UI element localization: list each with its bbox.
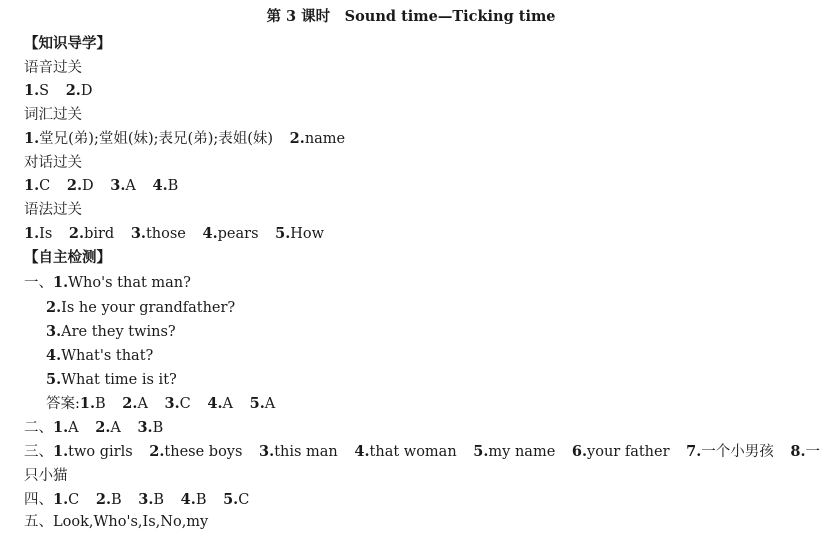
item-number: 4. xyxy=(354,443,370,460)
item-text: Is xyxy=(39,226,53,242)
dialogue-answers xyxy=(24,176,178,196)
item-number: 5. xyxy=(473,443,489,460)
item-number: 3. xyxy=(46,323,62,340)
item-text: pears xyxy=(217,226,259,242)
section-heading-selfcheck: 【自主检测】 xyxy=(24,249,111,266)
item-number: 1. xyxy=(53,274,69,291)
item-text: name xyxy=(304,131,346,147)
item-number: 3. xyxy=(164,395,180,412)
subheading-dialogue: 对话过关 xyxy=(24,155,82,171)
item-text: A xyxy=(110,420,121,436)
part-four-answers xyxy=(24,490,249,510)
item-text: 一个小男孩 xyxy=(701,444,774,460)
item-text: C xyxy=(179,396,191,412)
part-two-answers xyxy=(24,418,163,438)
item-number: 2. xyxy=(46,299,62,316)
item-number: 2. xyxy=(122,395,138,412)
part-three-continuation: 只小猫 xyxy=(24,468,68,484)
item-text: 一 xyxy=(805,444,821,460)
item-text: D xyxy=(82,178,94,194)
part-one-line-3 xyxy=(46,322,176,342)
item-text: S xyxy=(39,83,50,99)
item-number: 3. xyxy=(137,419,153,436)
section-heading-knowledge: 【知识导学】 xyxy=(24,35,111,52)
item-text: A xyxy=(68,420,79,436)
item-number: 6. xyxy=(571,443,588,460)
part-label: 一、 xyxy=(24,275,53,291)
part-label: 三、 xyxy=(24,444,53,460)
item-number: 4. xyxy=(46,347,62,364)
subheading-phonics: 语音过关 xyxy=(24,60,82,76)
part-one-line-1 xyxy=(24,273,191,293)
item-text: two girls xyxy=(68,444,133,460)
key-label: 答案: xyxy=(46,396,80,412)
page-title: 第 3 课时 Sound time—Ticking time xyxy=(266,8,556,25)
part-one-line-4 xyxy=(46,346,153,366)
item-number: 2. xyxy=(68,225,85,242)
item-text: What time is it? xyxy=(61,372,177,388)
item-text: your father xyxy=(587,444,670,460)
item-text: What's that? xyxy=(61,348,154,364)
item-number: 1. xyxy=(24,177,40,194)
item-number: 5. xyxy=(249,395,265,412)
item-number: 4. xyxy=(180,491,196,508)
item-text: How xyxy=(290,226,325,242)
item-number: 4. xyxy=(202,225,218,242)
item-number: 4. xyxy=(152,177,168,194)
grammar-answers xyxy=(24,224,324,244)
item-text: B xyxy=(153,492,165,508)
part-one-line-5 xyxy=(46,370,177,390)
item-text: A xyxy=(125,178,136,194)
item-text: this man xyxy=(274,444,338,460)
item-text: Who's that man? xyxy=(68,275,191,291)
item-number: 1. xyxy=(24,82,40,99)
item-number: 4. xyxy=(207,395,223,412)
vocabulary-answers xyxy=(24,129,345,149)
part-five-answers xyxy=(24,512,208,532)
part-one-line-2 xyxy=(46,298,235,318)
item-number: 1. xyxy=(53,491,69,508)
item-text: those xyxy=(145,226,186,242)
item-text: B xyxy=(152,420,164,436)
item-number: 1. xyxy=(24,130,40,147)
part-three-answers xyxy=(24,442,820,462)
item-number: 5. xyxy=(223,491,239,508)
item-text: Is he your grandfather? xyxy=(61,300,236,316)
item-text: C xyxy=(39,178,51,194)
item-number: 2. xyxy=(149,443,165,460)
item-text: Are they twins? xyxy=(61,324,176,340)
item-text: B xyxy=(95,396,106,412)
item-number: 3. xyxy=(138,491,154,508)
part-label: 四、 xyxy=(24,492,53,508)
part-label: 五、 xyxy=(24,514,53,530)
item-text: C xyxy=(68,492,80,508)
item-text: A xyxy=(222,396,234,412)
item-text: C xyxy=(238,492,250,508)
item-text: 堂兄(弟);堂姐(妹);表兄(弟);表姐(妹) xyxy=(39,131,274,147)
item-number: 8. xyxy=(790,443,806,460)
item-text: my name xyxy=(488,444,556,460)
item-text: B xyxy=(167,178,179,194)
subheading-vocabulary: 词汇过关 xyxy=(24,107,82,123)
item-number: 5. xyxy=(275,225,291,242)
item-text: A xyxy=(137,396,148,412)
item-number: 1. xyxy=(24,225,40,242)
item-text: B xyxy=(195,492,207,508)
item-number: 3. xyxy=(110,177,126,194)
phonics-answers xyxy=(24,81,92,101)
item-number: 1. xyxy=(53,443,69,460)
item-number: 3. xyxy=(130,225,146,242)
item-text: A xyxy=(264,396,276,412)
part-one-key xyxy=(46,394,275,414)
item-text: that woman xyxy=(369,444,457,460)
item-text: Look,Who's,Is,No,my xyxy=(53,514,209,530)
item-text: B xyxy=(111,492,122,508)
item-text: D xyxy=(80,83,93,99)
item-text: these boys xyxy=(164,444,243,460)
subheading-grammar: 语法过关 xyxy=(24,202,82,218)
item-number: 2. xyxy=(95,491,111,508)
item-number: 3. xyxy=(259,443,275,460)
item-number: 1. xyxy=(53,419,69,436)
item-number: 2. xyxy=(289,130,305,147)
item-number: 2. xyxy=(66,177,82,194)
item-text: bird xyxy=(84,226,115,242)
item-number: 7. xyxy=(686,443,702,460)
item-number: 2. xyxy=(65,82,81,99)
item-number: 5. xyxy=(46,371,62,388)
item-number: 2. xyxy=(95,419,111,436)
part-label: 二、 xyxy=(24,420,53,436)
item-number: 1. xyxy=(79,395,96,412)
